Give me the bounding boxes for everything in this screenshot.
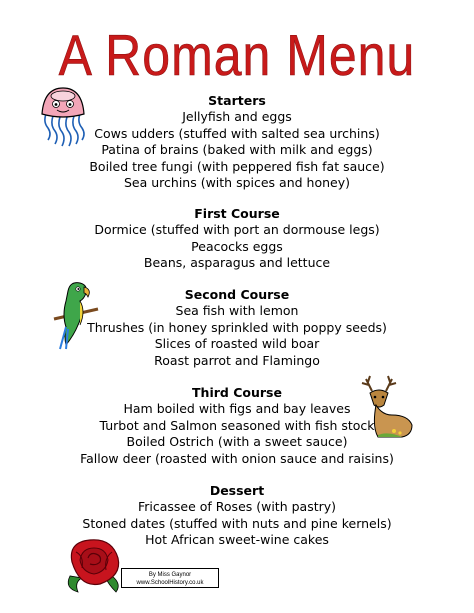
deer-icon (358, 375, 416, 445)
course-heading: Third Course (192, 385, 282, 400)
menu-item: Thrushes (in honey sprinkled with poppy seeds) (87, 319, 387, 335)
menu-item: Fallow deer (roasted with onion sauce and raisins) (80, 450, 394, 466)
course-heading: Dessert (209, 483, 265, 498)
menu-item: Boiled Ostrich (with a sweet sauce) (126, 434, 348, 449)
course-heading: Starters (208, 93, 266, 108)
course-heading: First Course (194, 206, 280, 221)
page-title: A Roman Menu (58, 23, 416, 88)
parrot-icon (50, 279, 100, 355)
course-heading: Second Course (184, 287, 290, 302)
menu-item: Sea fish with lemon (175, 303, 299, 318)
menu-item: Cows udders (stuffed with salted sea urchins) (94, 125, 380, 141)
menu-item: Stoned dates (stuffed with nuts and pine kernels) (82, 515, 392, 531)
menu-item: Boiled tree fungi (with peppered fish fat sauce) (89, 158, 385, 174)
menu-item: Beans, asparagus and lettuce (143, 255, 331, 270)
menu-item: Turbot and Salmon seasoned with fish stock (99, 417, 375, 433)
credit-author: By Miss Gaynor (148, 572, 192, 578)
course-first (0, 206, 474, 272)
menu-item: Patina of brains (baked with milk and eggs) (101, 142, 373, 157)
rose-icon (60, 532, 130, 600)
menu-item: Hot African sweet-wine cakes (145, 532, 329, 547)
menu-item: Ham boiled with figs and bay leaves (123, 401, 351, 416)
menu-item: Sea urchins (with spices and honey) (123, 175, 350, 190)
credit-box (121, 568, 219, 588)
menu-item: Jellyfish and eggs (182, 109, 292, 124)
menu-item: Fricassee of Roses (with pastry) (137, 499, 337, 514)
credit-website: www.SchoolHistory.co.uk (136, 580, 204, 586)
menu-item: Peacocks eggs (191, 238, 283, 254)
menu-item: Roast parrot and Flamingo (154, 352, 320, 368)
menu-item: Slices of roasted wild boar (154, 336, 320, 351)
menu-item: Dormice (stuffed with port an dormouse legs) (94, 222, 380, 237)
jellyfish-icon (38, 84, 88, 154)
